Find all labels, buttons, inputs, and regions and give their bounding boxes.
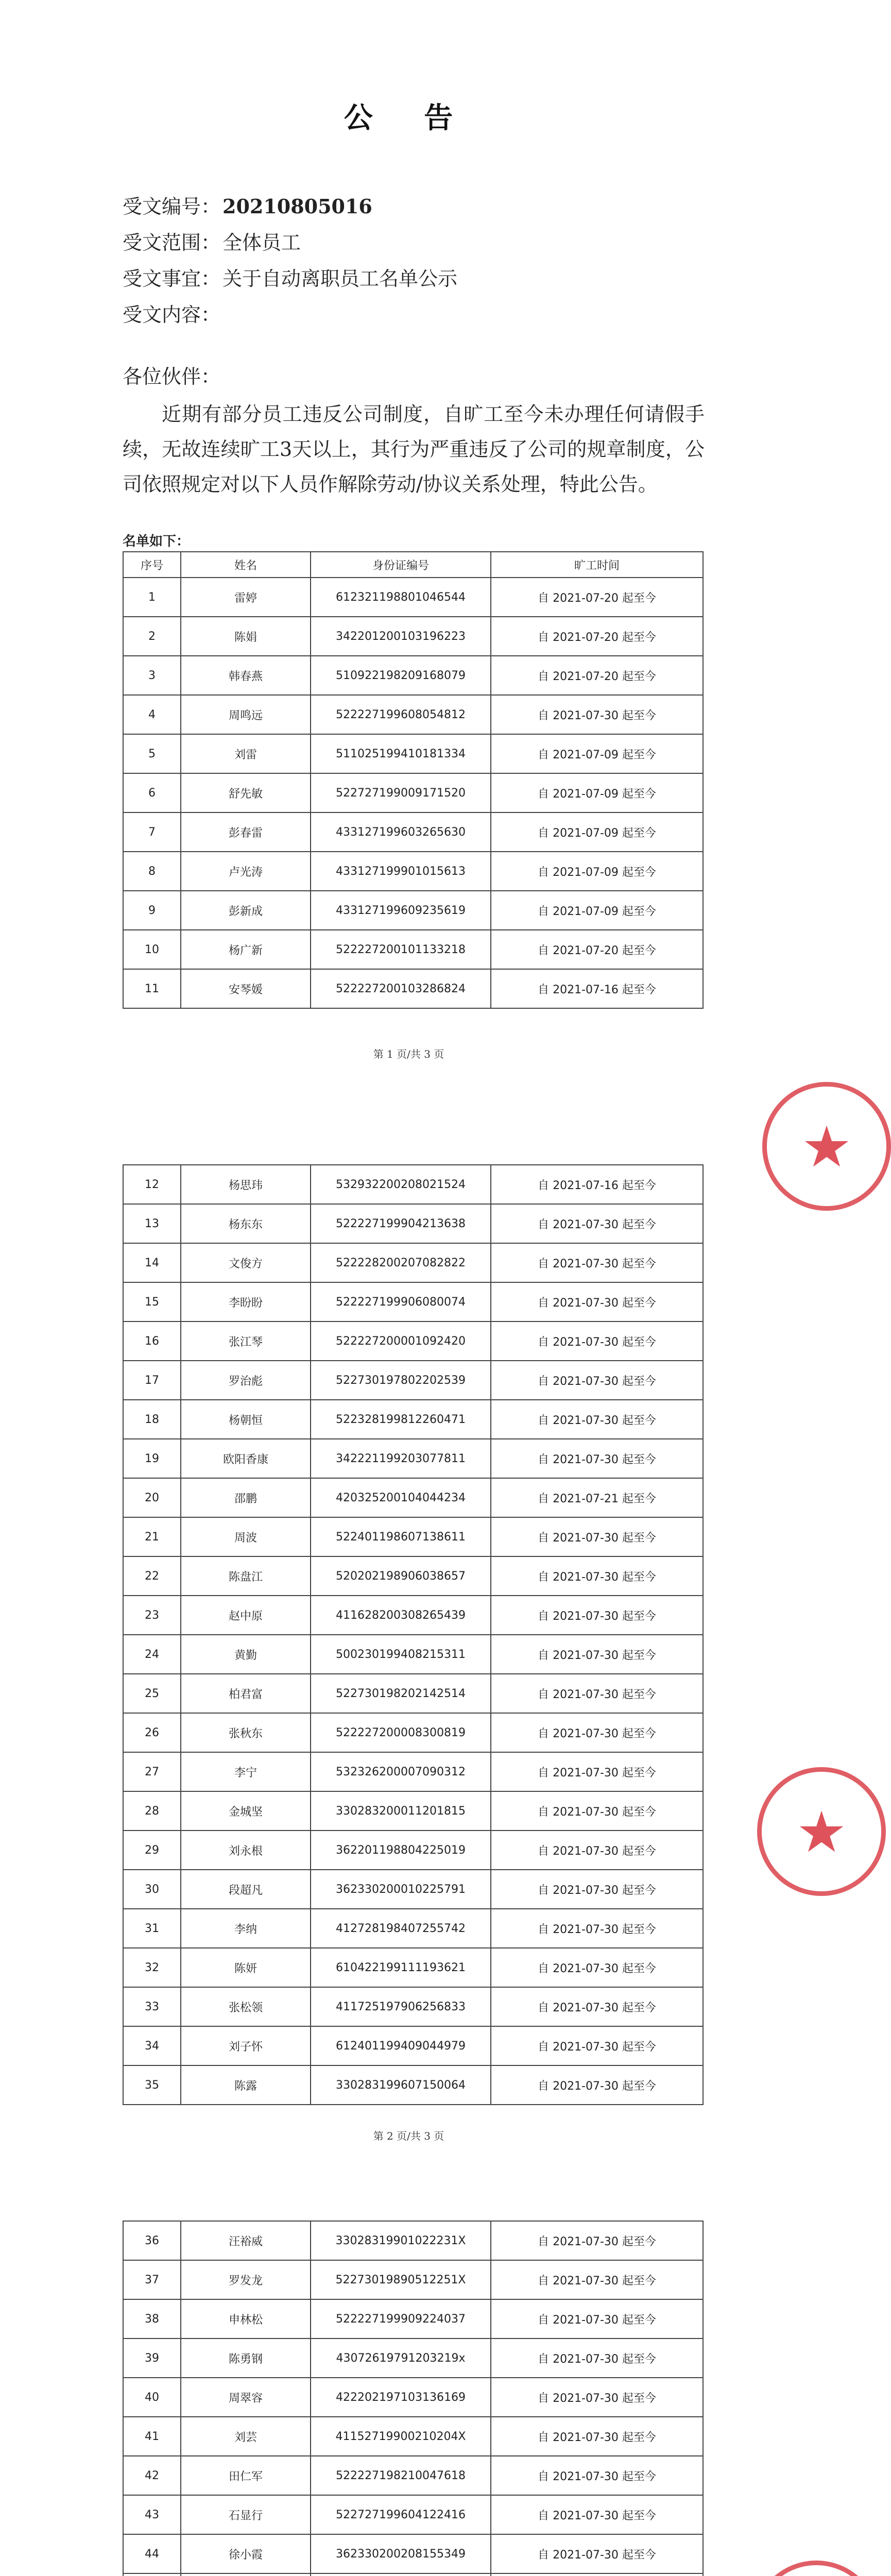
table-row: [123, 1909, 703, 1948]
cell-id: 522727199009171520: [311, 773, 491, 812]
cell-id: 420325200104044234: [311, 1478, 491, 1517]
doc-number-line: [123, 191, 372, 219]
cell-period: 自 2021-07-30 起至今: [491, 1400, 703, 1439]
table-row: [123, 1400, 703, 1439]
cell-seq: 16: [123, 1321, 181, 1361]
cell-period: 自 2021-07-09 起至今: [491, 773, 703, 812]
cell-period: 自 2021-07-30 起至今: [491, 1243, 703, 1282]
cell-seq: 33: [123, 1987, 181, 2026]
cell-id: 412728198407255742: [311, 1909, 491, 1948]
cell-period: 自 2021-07-30 起至今: [491, 1282, 703, 1321]
cell-period: 自 2021-07-09 起至今: [491, 734, 703, 773]
seal-star-icon: ★: [801, 1114, 852, 1180]
cell-period: 自 2021-07-30 起至今: [491, 2338, 703, 2378]
cell-id: 411628200308265439: [311, 1596, 491, 1635]
cell-period: 自 2021-07-30 起至今: [491, 1752, 703, 1791]
cell-seq: 29: [123, 1831, 181, 1870]
cell-id: 522227200103286824: [311, 969, 491, 1008]
cell-id: 522401198607138611: [311, 1517, 491, 1556]
cell-period: 自 2021-07-16 起至今: [491, 1165, 703, 1204]
cell-id: 522227198210047618: [311, 2456, 491, 2495]
cell-period: 自 2021-07-30 起至今: [491, 1909, 703, 1948]
table-row: [123, 2495, 703, 2534]
cell-name: 杨朝恒: [181, 1400, 311, 1439]
table-row: [123, 773, 703, 812]
table-row: [123, 1556, 703, 1596]
cell-id: 522227200008300819: [311, 1713, 491, 1752]
cell-name: 刘永根: [181, 1831, 311, 1870]
cell-name: 张秋东: [181, 1713, 311, 1752]
table-row: [123, 1713, 703, 1752]
cell-id: 522730198202142514: [311, 1674, 491, 1713]
cell-id: 612401199409044979: [311, 2026, 491, 2065]
cell-seq: 15: [123, 1282, 181, 1321]
cell-seq: 42: [123, 2456, 181, 2495]
cell-period: 自 2021-07-30 起至今: [491, 1439, 703, 1478]
table-row: [123, 2221, 703, 2260]
cell-period: 自 2021-07-30 起至今: [491, 695, 703, 734]
table-row: [123, 1831, 703, 1870]
cell-period: 自 2021-07-20 起至今: [491, 617, 703, 656]
cell-name: 杨广新: [181, 930, 311, 969]
cell-name: 石显行: [181, 2495, 311, 2534]
cell-period: 自 2021-07-30 起至今: [491, 1870, 703, 1909]
cell-id: 532932200208021524: [311, 1165, 491, 1204]
cell-id: 422202197103136169: [311, 2378, 491, 2417]
table-row: [123, 1165, 703, 1204]
cell-seq: 19: [123, 1439, 181, 1478]
table-row: [123, 1361, 703, 1400]
cell-id: 330283200011201815: [311, 1791, 491, 1831]
cell-id: 510922198209168079: [311, 656, 491, 695]
cell-period: 自 2021-07-30 起至今: [491, 1596, 703, 1635]
cell-seq: 24: [123, 1635, 181, 1674]
cell-name: 陈娟: [181, 617, 311, 656]
cell-name: 雷婷: [181, 578, 311, 617]
cell-seq: 18: [123, 1400, 181, 1439]
cell-name: 周波: [181, 1517, 311, 1556]
scope-label: 受文范围：: [123, 231, 221, 254]
cell-id: 330283199607150064: [311, 2065, 491, 2105]
cell-seq: 43: [123, 2495, 181, 2534]
cell-period: 自 2021-07-09 起至今: [491, 812, 703, 852]
greeting: 各位伙伴：: [123, 365, 221, 388]
cell-period: 自 2021-07-30 起至今: [491, 2260, 703, 2299]
table-row: [123, 1282, 703, 1321]
table-row: [123, 2065, 703, 2105]
scope-value: 全体员工: [222, 231, 301, 254]
cell-name: 李宁: [181, 1752, 311, 1791]
cell-seq: 31: [123, 1909, 181, 1948]
table-row: [123, 2026, 703, 2065]
roster-table-1: [123, 551, 704, 1009]
table-row: [123, 1948, 703, 1987]
table-row: [123, 1635, 703, 1674]
table-row: [123, 578, 703, 617]
table-row: [123, 1791, 703, 1831]
table-row: [123, 2299, 703, 2338]
table-row: [123, 969, 703, 1008]
cell-seq: 14: [123, 1243, 181, 1282]
notice-paragraph: 近期有部分员工违反公司制度，自旷工至今未办理任何请假手续，无故连续旷工3天以上，其行为严重违反了公司的规章制度，公司依照规定对以下人员作解除劳动/协议关系处理，特此公告。: [123, 403, 705, 496]
seal-star-icon: ★: [796, 1799, 847, 1865]
cell-seq: 3: [123, 656, 181, 695]
cell-seq: 36: [123, 2221, 181, 2260]
cell-period: 自 2021-07-30 起至今: [491, 1556, 703, 1596]
cell-period: 自 2021-07-30 起至今: [491, 2378, 703, 2417]
cell-seq: 12: [123, 1165, 181, 1204]
cell-period: 自 2021-07-09 起至今: [491, 891, 703, 930]
cell-name: 文俊方: [181, 1243, 311, 1282]
cell-name: 舒先敏: [181, 773, 311, 812]
cell-name: 张松领: [181, 1987, 311, 2026]
table-row: [123, 617, 703, 656]
cell-period: 自 2021-07-30 起至今: [491, 1674, 703, 1713]
cell-period: 自 2021-07-30 起至今: [491, 1987, 703, 2026]
table-row: [123, 2573, 703, 2576]
notice-title: 公 告: [344, 101, 474, 135]
cell-period: 自 2021-07-30 起至今: [491, 2065, 703, 2105]
cell-id: 522328199812260471: [311, 1400, 491, 1439]
roster-body-3: [123, 2221, 703, 2576]
content-line: [123, 299, 220, 327]
cell-seq: 7: [123, 812, 181, 852]
table-header-row: [123, 552, 703, 578]
header-seq: 序号: [123, 552, 181, 578]
cell-period: 自 2021-07-30 起至今: [491, 1948, 703, 1987]
cell-seq: 27: [123, 1752, 181, 1791]
cell-id: 362330200010225791: [311, 1870, 491, 1909]
cell-id: 411725197906256833: [311, 1987, 491, 2026]
cell-id: 362201198804225019: [311, 1831, 491, 1870]
table-row: [123, 1204, 703, 1243]
company-seal-4: [752, 2561, 881, 2576]
cell-seq: 8: [123, 852, 181, 891]
cell-id: 520202198906038657: [311, 1556, 491, 1596]
cell-period: 自 2021-07-16 起至今: [491, 969, 703, 1008]
cell-seq: 34: [123, 2026, 181, 2065]
cell-name: 申林松: [181, 2299, 311, 2338]
cell-name: 汪裕威: [181, 2221, 311, 2260]
cell-seq: 11: [123, 969, 181, 1008]
cell-name: 罗治彪: [181, 1361, 311, 1400]
cell-name: 李纳: [181, 1909, 311, 1948]
table-row: [123, 656, 703, 695]
cell-period: 自 2021-07-30 起至今: [491, 1321, 703, 1361]
table-row: [123, 891, 703, 930]
table-row: [123, 852, 703, 891]
cell-name: 韩春燕: [181, 656, 311, 695]
cell-id: 500230199408215311: [311, 1635, 491, 1674]
table-row: [123, 1870, 703, 1909]
cell-id: 522228200207082822: [311, 1243, 491, 1282]
scope-line: [123, 227, 301, 255]
cell-period: 自 2021-07-30 起至今: [491, 1635, 703, 1674]
cell-period: 自 2021-07-30 起至今: [491, 1361, 703, 1400]
cell-period: 自 2021-07-30 起至今: [491, 1831, 703, 1870]
table-row: [123, 2417, 703, 2456]
header-period: 旷工时间: [491, 552, 703, 578]
table-row: [123, 695, 703, 734]
cell-id: 522730197802202539: [311, 1361, 491, 1400]
cell-name: 卢光涛: [181, 852, 311, 891]
doc-number-value: 20210805016: [222, 195, 372, 218]
table-row: [123, 1478, 703, 1517]
cell-name: 杨东东: [181, 1204, 311, 1243]
cell-seq: 26: [123, 1713, 181, 1752]
cell-name: 杨思玮: [181, 1165, 311, 1204]
list-title: 名单如下：: [123, 534, 190, 549]
cell-seq: 13: [123, 1204, 181, 1243]
table-row: [123, 1752, 703, 1791]
cell-period: 自 2021-07-30 起至今: [491, 2221, 703, 2260]
cell-seq: 5: [123, 734, 181, 773]
page-2: [0, 1108, 847, 2190]
cell-name: 刘子怀: [181, 2026, 311, 2065]
cell-id: 43072619791203219x: [311, 2338, 491, 2378]
cell-period: 自 2021-07-20 起至今: [491, 578, 703, 617]
table-row: [123, 1321, 703, 1361]
table-row: [123, 1243, 703, 1282]
cell-name: 彭新成: [181, 891, 311, 930]
roster-table-2: [123, 1164, 704, 2105]
cell-name: 欧阳香康: [181, 1439, 311, 1478]
cell-period: 自 2021-07-30 起至今: [491, 1204, 703, 1243]
cell-id: 511025199410181334: [311, 734, 491, 773]
company-seal-2: [757, 1767, 886, 1896]
cell-period: 自 2021-07-30 起至今: [491, 2495, 703, 2534]
cell-name: 张江琴: [181, 1321, 311, 1361]
cell-name: 彭春雷: [181, 812, 311, 852]
cell-period: [491, 2573, 703, 2576]
cell-id: 522227199909224037: [311, 2299, 491, 2338]
cell-period: 自 2021-07-30 起至今: [491, 1713, 703, 1752]
cell-name: 安琴媛: [181, 969, 311, 1008]
page-number-2: 第 2 页/共 3 页: [373, 2130, 444, 2142]
cell-seq: 39: [123, 2338, 181, 2378]
cell-seq: 38: [123, 2299, 181, 2338]
cell-period: 自 2021-07-30 起至今: [491, 2534, 703, 2573]
cell-seq: 6: [123, 773, 181, 812]
cell-seq: 41: [123, 2417, 181, 2456]
cell-id: 433127199901015613: [311, 852, 491, 891]
cell-name: 陈妍: [181, 1948, 311, 1987]
cell-name: 陈盘江: [181, 1556, 311, 1596]
cell-id: 342221199203077811: [311, 1439, 491, 1478]
page-1: [0, 0, 852, 1180]
cell-name: 周翠容: [181, 2378, 311, 2417]
cell-period: 自 2021-07-09 起至今: [491, 852, 703, 891]
page-number-1: 第 1 页/共 3 页: [373, 1048, 444, 1060]
cell-name: 徐小霞: [181, 2534, 311, 2573]
cell-seq: 22: [123, 1556, 181, 1596]
subject-label: 受文事宜：: [123, 267, 221, 290]
roster-body-1: [123, 578, 703, 1008]
cell-id: 610422199111193621: [311, 1948, 491, 1987]
cell-period: 自 2021-07-30 起至今: [491, 1791, 703, 1831]
cell-seq: 28: [123, 1791, 181, 1831]
cell-seq: [123, 2573, 181, 2576]
cell-id: 342201200103196223: [311, 617, 491, 656]
cell-seq: 35: [123, 2065, 181, 2105]
cell-seq: 23: [123, 1596, 181, 1635]
table-row: [123, 1987, 703, 2026]
cell-seq: 40: [123, 2378, 181, 2417]
cell-name: 柏君富: [181, 1674, 311, 1713]
cell-seq: 17: [123, 1361, 181, 1400]
cell-period: 自 2021-07-30 起至今: [491, 2456, 703, 2495]
table-row: [123, 1517, 703, 1556]
cell-seq: 32: [123, 1948, 181, 1987]
cell-id: 522227199608054812: [311, 695, 491, 734]
roster-body-2: [123, 1165, 703, 2105]
cell-id: 433127199609235619: [311, 891, 491, 930]
cell-id: 532326200007090312: [311, 1752, 491, 1791]
cell-id: 522227200001092420: [311, 1321, 491, 1361]
cell-id: 522227200101133218: [311, 930, 491, 969]
table-row: [123, 2260, 703, 2299]
cell-seq: 2: [123, 617, 181, 656]
cell-name: 金城坚: [181, 1791, 311, 1831]
table-row: [123, 2456, 703, 2495]
table-row: [123, 734, 703, 773]
cell-name: 周鸣远: [181, 695, 311, 734]
cell-seq: 44: [123, 2534, 181, 2573]
table-row: [123, 1674, 703, 1713]
cell-id: 522227199906080074: [311, 1282, 491, 1321]
cell-period: 自 2021-07-30 起至今: [491, 2026, 703, 2065]
cell-id: 33028319901022231X: [311, 2221, 491, 2260]
cell-seq: 10: [123, 930, 181, 969]
table-row: [123, 812, 703, 852]
roster-table-3: [123, 2221, 704, 2576]
content-label: 受文内容：: [123, 303, 221, 326]
cell-seq: 20: [123, 1478, 181, 1517]
cell-id: 522227199904213638: [311, 1204, 491, 1243]
cell-period: 自 2021-07-30 起至今: [491, 1517, 703, 1556]
cell-name: 陈勇钢: [181, 2338, 311, 2378]
cell-id: 612321198801046544: [311, 578, 491, 617]
header-name: 姓名: [181, 552, 311, 578]
table-row: [123, 2378, 703, 2417]
cell-id: 522727199604122416: [311, 2495, 491, 2534]
subject-line: [123, 263, 457, 291]
cell-id: 362330200208155349: [311, 2534, 491, 2573]
doc-number-label: 受文编号：: [123, 195, 221, 218]
table-row: [123, 1439, 703, 1478]
cell-seq: 4: [123, 695, 181, 734]
cell-name: 刘雷: [181, 734, 311, 773]
cell-name: 陈露: [181, 2065, 311, 2105]
cell-seq: 37: [123, 2260, 181, 2299]
cell-name: 罗发龙: [181, 2260, 311, 2299]
table-row: [123, 930, 703, 969]
cell-name: 刘芸: [181, 2417, 311, 2456]
page-3: [0, 2190, 817, 2576]
cell-period: 自 2021-07-20 起至今: [491, 656, 703, 695]
cell-seq: 21: [123, 1517, 181, 1556]
table-row: [123, 1596, 703, 1635]
cell-period: 自 2021-07-30 起至今: [491, 2417, 703, 2456]
cell-name: [181, 2573, 311, 2576]
header-id: 身份证编号: [311, 552, 491, 578]
cell-seq: 30: [123, 1870, 181, 1909]
cell-name: 邵鹏: [181, 1478, 311, 1517]
table-row: [123, 2534, 703, 2573]
cell-period: 自 2021-07-30 起至今: [491, 2299, 703, 2338]
cell-name: 黄勤: [181, 1635, 311, 1674]
cell-id: 433127199603265630: [311, 812, 491, 852]
cell-seq: 25: [123, 1674, 181, 1713]
cell-id: 41152719900210204X: [311, 2417, 491, 2456]
cell-seq: 1: [123, 578, 181, 617]
cell-name: 段超凡: [181, 1870, 311, 1909]
cell-name: 赵中原: [181, 1596, 311, 1635]
cell-id: [311, 2573, 491, 2576]
table-row: [123, 2338, 703, 2378]
cell-name: 李盼盼: [181, 1282, 311, 1321]
cell-name: 田仁军: [181, 2456, 311, 2495]
cell-seq: 9: [123, 891, 181, 930]
subject-value: 关于自动离职员工名单公示: [222, 267, 458, 290]
cell-period: 自 2021-07-20 起至今: [491, 930, 703, 969]
cell-period: 自 2021-07-21 起至今: [491, 1478, 703, 1517]
cell-id: 52273019890512251X: [311, 2260, 491, 2299]
